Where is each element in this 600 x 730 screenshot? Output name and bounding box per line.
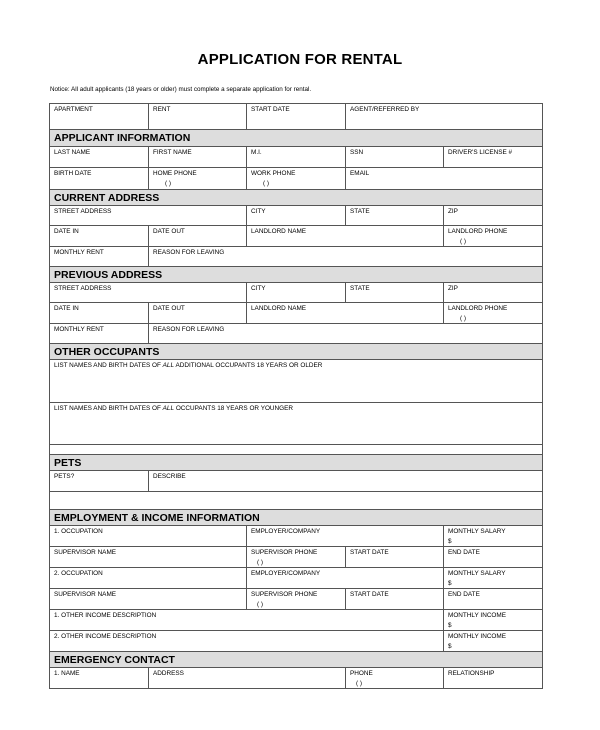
agent-field[interactable]: AGENT/REFERRED BY bbox=[346, 104, 543, 130]
mi-field[interactable]: M.I. bbox=[247, 147, 346, 168]
emergency-relationship-field[interactable]: RELATIONSHIP bbox=[444, 668, 543, 689]
work-phone-field[interactable]: WORK PHONE ( ) bbox=[247, 168, 346, 190]
supervisor-1-field[interactable]: SUPERVISOR NAME bbox=[50, 547, 247, 568]
rent-field[interactable]: RENT bbox=[149, 104, 247, 130]
previous-city-field[interactable]: CITY bbox=[247, 283, 346, 303]
current-landlord-phone-field[interactable]: LANDLORD PHONE ( ) bbox=[444, 226, 543, 247]
emergency-phone-field[interactable]: PHONE ( ) bbox=[346, 668, 444, 689]
other-income-2-amount-field[interactable]: MONTHLY INCOME $ bbox=[444, 631, 543, 652]
section-emergency-contact: EMERGENCY CONTACT bbox=[50, 652, 543, 668]
pets-field[interactable]: PETS? bbox=[50, 471, 149, 492]
current-zip-field[interactable]: ZIP bbox=[444, 206, 543, 226]
ssn-field[interactable]: SSN bbox=[346, 147, 444, 168]
start-date-field[interactable]: START DATE bbox=[247, 104, 346, 130]
adult-occupants-field[interactable]: LIST NAMES AND BIRTH DATES OF ALL ADDITIONAL OCCUPANTS 18 YEARS OR OLDER bbox=[50, 360, 543, 403]
other-income-2-field[interactable]: 2. OTHER INCOME DESCRIPTION bbox=[50, 631, 444, 652]
previous-date-in-field[interactable]: DATE IN bbox=[50, 303, 149, 324]
start-date-2-field[interactable]: START DATE bbox=[346, 589, 444, 610]
salary-1-field[interactable]: MONTHLY SALARY $ bbox=[444, 526, 543, 547]
previous-landlord-name-field[interactable]: LANDLORD NAME bbox=[247, 303, 444, 324]
start-date-1-field[interactable]: START DATE bbox=[346, 547, 444, 568]
other-income-1-amount-field[interactable]: MONTHLY INCOME $ bbox=[444, 610, 543, 631]
current-date-in-field[interactable]: DATE IN bbox=[50, 226, 149, 247]
home-phone-field[interactable]: HOME PHONE ( ) bbox=[149, 168, 247, 190]
current-street-field[interactable]: STREET ADDRESS bbox=[50, 206, 247, 226]
current-city-field[interactable]: CITY bbox=[247, 206, 346, 226]
section-other-occupants: OTHER OCCUPANTS bbox=[50, 344, 543, 360]
last-name-field[interactable]: LAST NAME bbox=[50, 147, 149, 168]
emergency-address-field[interactable]: ADDRESS bbox=[149, 668, 346, 689]
previous-reason-field[interactable]: REASON FOR LEAVING bbox=[149, 324, 543, 344]
birth-date-field[interactable]: BIRTH DATE bbox=[50, 168, 149, 190]
end-date-1-field[interactable]: END DATE bbox=[444, 547, 543, 568]
section-current-address: CURRENT ADDRESS bbox=[50, 190, 543, 206]
apartment-field[interactable]: APARTMENT bbox=[50, 104, 149, 130]
section-employment-income: EMPLOYMENT & INCOME INFORMATION bbox=[50, 510, 543, 526]
current-monthly-rent-field[interactable]: MONTHLY RENT bbox=[50, 247, 149, 267]
occupation-2-field[interactable]: 2. OCCUPATION bbox=[50, 568, 247, 589]
previous-zip-field[interactable]: ZIP bbox=[444, 283, 543, 303]
current-reason-field[interactable]: REASON FOR LEAVING bbox=[149, 247, 543, 267]
supervisor-phone-2-field[interactable]: SUPERVISOR PHONE ( ) bbox=[247, 589, 346, 610]
email-field[interactable]: EMAIL bbox=[346, 168, 543, 190]
previous-landlord-phone-field[interactable]: LANDLORD PHONE ( ) bbox=[444, 303, 543, 324]
previous-street-field[interactable]: STREET ADDRESS bbox=[50, 283, 247, 303]
section-pets: PETS bbox=[50, 455, 543, 471]
form-title: APPLICATION FOR RENTAL bbox=[197, 51, 403, 68]
salary-2-field[interactable]: MONTHLY SALARY $ bbox=[444, 568, 543, 589]
supervisor-2-field[interactable]: SUPERVISOR NAME bbox=[50, 589, 247, 610]
minor-occupants-field[interactable]: LIST NAMES AND BIRTH DATES OF ALL OCCUPANTS 18 YEARS OR YOUNGER bbox=[50, 403, 543, 445]
previous-date-out-field[interactable]: DATE OUT bbox=[149, 303, 247, 324]
employer-2-field[interactable]: EMPLOYER/COMPANY bbox=[247, 568, 444, 589]
drivers-license-field[interactable]: DRIVER'S LICENSE # bbox=[444, 147, 543, 168]
section-previous-address: PREVIOUS ADDRESS bbox=[50, 267, 543, 283]
rental-application-form bbox=[49, 103, 543, 689]
current-landlord-name-field[interactable]: LANDLORD NAME bbox=[247, 226, 444, 247]
supervisor-phone-1-field[interactable]: SUPERVISOR PHONE ( ) bbox=[247, 547, 346, 568]
other-income-1-field[interactable]: 1. OTHER INCOME DESCRIPTION bbox=[50, 610, 444, 631]
spacer bbox=[50, 492, 543, 510]
spacer bbox=[50, 445, 543, 455]
current-state-field[interactable]: STATE bbox=[346, 206, 444, 226]
section-applicant-information: APPLICANT INFORMATION bbox=[50, 130, 543, 147]
first-name-field[interactable]: FIRST NAME bbox=[149, 147, 247, 168]
notice-text: Notice: All adult applicants (18 years or older) must complete a separate application for rental. bbox=[50, 86, 312, 93]
occupation-1-field[interactable]: 1. OCCUPATION bbox=[50, 526, 247, 547]
employer-1-field[interactable]: EMPLOYER/COMPANY bbox=[247, 526, 444, 547]
end-date-2-field[interactable]: END DATE bbox=[444, 589, 543, 610]
previous-monthly-rent-field[interactable]: MONTHLY RENT bbox=[50, 324, 149, 344]
current-date-out-field[interactable]: DATE OUT bbox=[149, 226, 247, 247]
emergency-name-field[interactable]: 1. NAME bbox=[50, 668, 149, 689]
pets-describe-field[interactable]: DESCRIBE bbox=[149, 471, 543, 492]
previous-state-field[interactable]: STATE bbox=[346, 283, 444, 303]
